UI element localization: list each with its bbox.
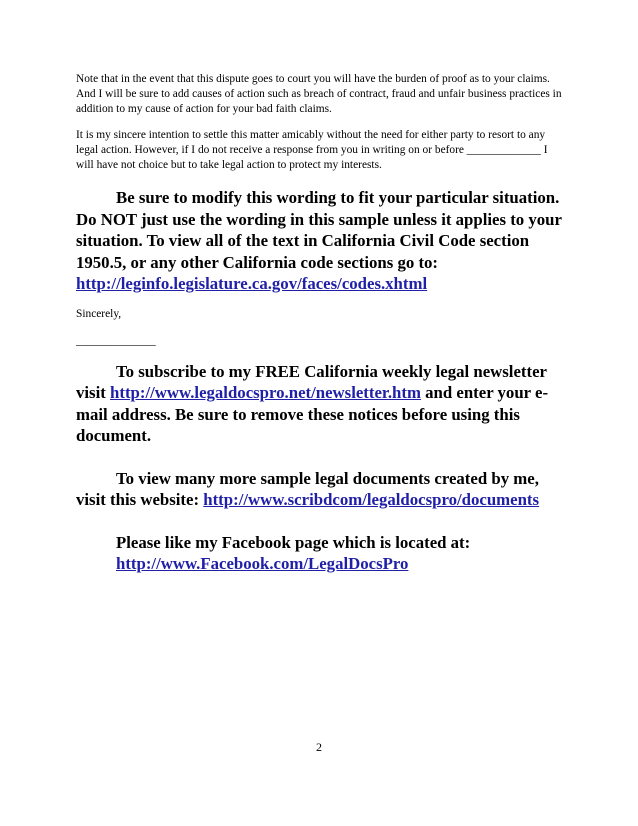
notice-newsletter [76, 361, 566, 447]
notice-modify-wording-text: Be sure to modify this wording to fit your particular situation. Do NOT just use the wording in this sample unless it applies to your situation. To view all of the text in California Civil Code section 1950.5, or any other California code sections go to: [76, 188, 562, 272]
notice-more-documents [76, 468, 566, 511]
spacer [76, 295, 566, 307]
notice-newsletter-text-after: and enter your e-mail address. Be sure to remove these notices before using this document. [76, 383, 549, 445]
facebook-link[interactable]: http://www.Facebook.com/LegalDocsPro [116, 554, 409, 573]
document-page [76, 72, 566, 575]
notice-newsletter-text-before: To subscribe to my FREE California weekly legal newsletter visit [76, 361, 547, 402]
closing-sincerely: Sincerely, [76, 307, 122, 320]
newsletter-link[interactable]: http://www.legaldocspro.net/newsletter.htm [110, 383, 421, 402]
notice-modify-wording [76, 187, 566, 295]
signature-line: ______________ [76, 334, 156, 347]
notice-facebook [76, 532, 566, 575]
spacer [76, 322, 566, 334]
notice-more-documents-text: To view many more sample legal documents created by me, visit this website: [76, 468, 539, 509]
notice-facebook-text: Please like my Facebook page which is located at: [116, 532, 471, 552]
page-number: 2 [316, 740, 322, 754]
paragraph-burden-of-proof: Note that in the event that this dispute goes to court you will have the burden of proof as to your claims. And I will be sure to add causes of action such as breach of contract, fraud and unfair business practices in addition to my cause of action for your bad faith claims. [76, 73, 562, 115]
civil-code-link[interactable]: http://leginfo.legislature.ca.gov/faces/codes.xhtml [76, 274, 428, 293]
paragraph-settlement-intent: It is my sincere intention to settle this matter amicably without the need for either party to resort to any legal action. However, if I do not receive a response from you in writing on or before _____________ I will have not choice but to take legal action to protect my interests. [76, 129, 548, 171]
spacer [76, 117, 566, 128]
spacer [76, 511, 566, 532]
spacer [76, 447, 566, 468]
spacer [76, 173, 566, 187]
spacer [76, 349, 566, 361]
scribd-link[interactable]: http://www.scribdcom/legaldocspro/documents [203, 490, 540, 509]
